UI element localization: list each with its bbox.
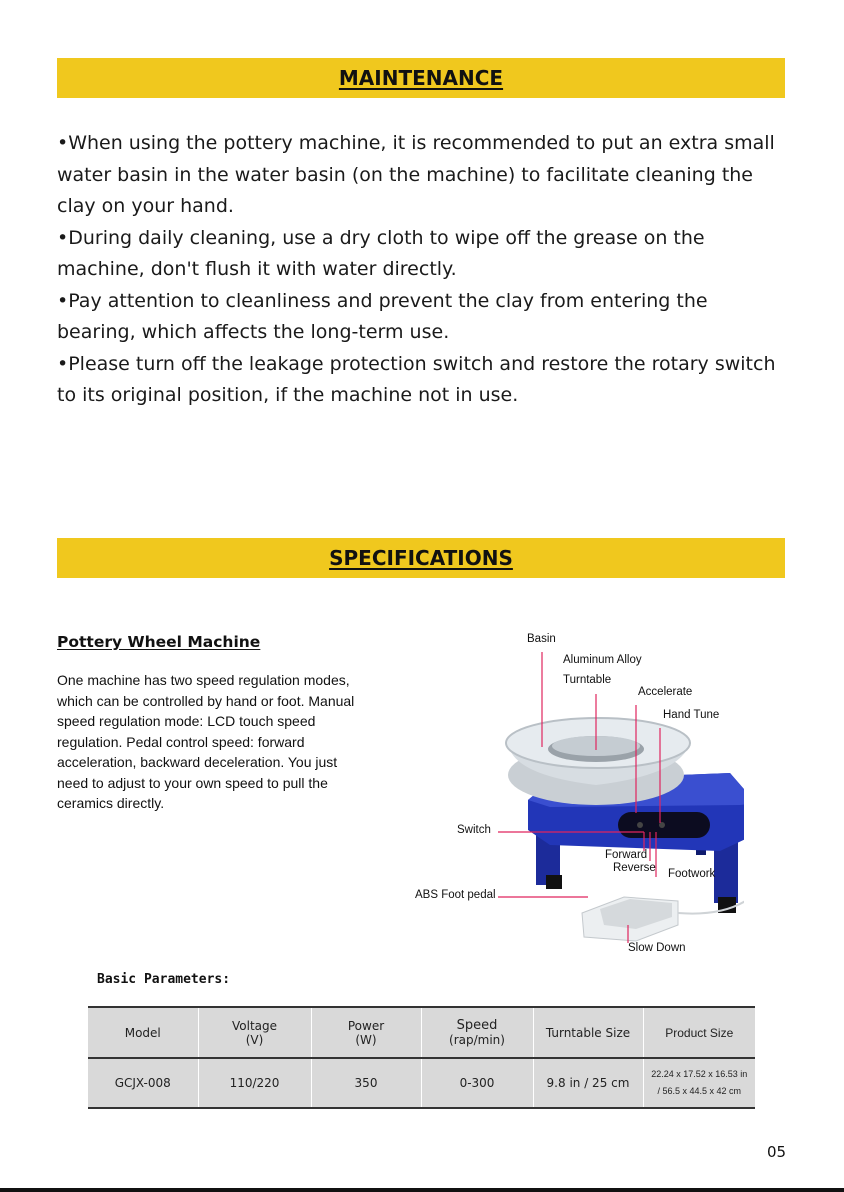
bottom-rule	[0, 1188, 844, 1192]
maintenance-paragraph: •Please turn off the leakage protection switch and restore the rotary switch to its original position, if the machine not in use.	[57, 352, 776, 406]
maintenance-paragraph: •Pay attention to cleanliness and prevent the clay from entering the bearing, which affects the long-term use.	[57, 289, 708, 343]
basic-parameters-title: Basic Parameters:	[97, 972, 231, 987]
label-forward: Forward	[605, 849, 648, 861]
label-reverse: Reverse	[613, 862, 656, 874]
label-basin: Basin	[527, 633, 556, 645]
specifications-banner	[57, 538, 785, 578]
label-abs-foot-pedal: ABS Foot pedal	[415, 889, 496, 901]
product-description: One machine has two speed regulation modes, which can be controlled by hand or foot. Manual speed regulation mode: LCD touch speed regulation. Pedal control speed: forward acceleration, backward deceleration. You just need to adjust to your own speed to pull the ceramics directly.	[57, 672, 355, 811]
header-model: Model	[88, 1007, 198, 1058]
label-accelerate: Accelerate	[638, 686, 693, 698]
header-speed: Speed (rap/min)	[421, 1007, 533, 1058]
label-hand-tune: Hand Tune	[663, 709, 720, 721]
maintenance-paragraph: •During daily cleaning, use a dry cloth to wipe off the grease on the machine, don't flush it with water directly.	[57, 226, 705, 280]
cell-power: 350	[311, 1058, 421, 1108]
cell-product-size: 22.24 x 17.52 x 16.53 in / 56.5 x 44.5 x 42 cm	[643, 1058, 755, 1108]
header-product-size: Product Size	[643, 1007, 755, 1058]
page-number: 05	[767, 1143, 787, 1161]
pottery-wheel-diagram	[400, 625, 744, 965]
product-title: Pottery Wheel Machine	[57, 633, 261, 651]
maintenance-banner	[57, 58, 785, 98]
table-row	[88, 1058, 755, 1108]
specifications-title: SPECIFICATIONS	[329, 546, 513, 570]
cell-model: GCJX-008	[88, 1058, 198, 1108]
maintenance-text	[57, 128, 792, 412]
label-slow-down: Slow Down	[628, 942, 686, 954]
header-turntable-size: Turntable Size	[533, 1007, 643, 1058]
cell-voltage: 110/220	[198, 1058, 311, 1108]
label-switch: Switch	[457, 824, 491, 836]
maintenance-paragraph: •When using the pottery machine, it is recommended to put an extra small water basin in the water basin (on the machine) to facilitate cleaning the clay on your hand.	[57, 132, 775, 217]
basic-parameters-table	[88, 1006, 755, 1109]
label-footwork: Footwork	[668, 868, 716, 880]
header-power: Power (W)	[311, 1007, 421, 1058]
maintenance-title: MAINTENANCE	[338, 66, 504, 90]
cell-turntable-size: 9.8 in / 25 cm	[533, 1058, 643, 1108]
label-turntable: Turntable	[563, 674, 612, 686]
header-voltage: Voltage (V)	[198, 1007, 311, 1058]
table-header-row	[88, 1007, 755, 1058]
cell-speed: 0-300	[421, 1058, 533, 1108]
label-aluminum-alloy: Aluminum Alloy	[563, 654, 642, 666]
